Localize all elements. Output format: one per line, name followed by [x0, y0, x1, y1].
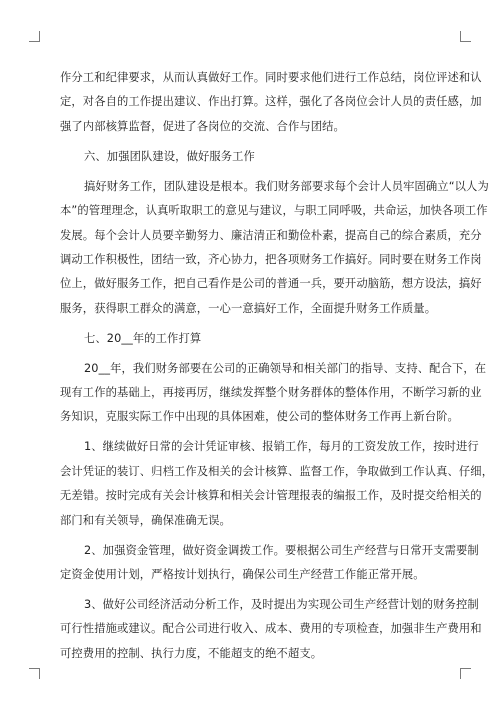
- text-line: 可行性措施或建议。配合公司进行收入、成本、费用的专项检查，加强非生产费用和: [60, 622, 482, 636]
- crop-mark-bottom-left: [29, 668, 40, 679]
- paragraph-plan-intro: [60, 357, 487, 430]
- section-heading-7: 七、20__年的工作打算: [84, 331, 202, 345]
- paragraph-team-building: [60, 175, 489, 321]
- text-line: 调动工作积极性，团结一致，齐心协力，把各项财务工作搞好。同时要在财务工作岗: [60, 252, 482, 266]
- text-line: 搞好财务工作，团队建设是根本。我们财务部要求每个会计人员牢固确立“以人为: [84, 179, 489, 193]
- text-line: 20__年，我们财务部要在公司的正确领导和相关部门的指导、支持、配合下，在: [84, 361, 487, 375]
- text-line: 发展。每个会计人员要辛勤努力、廉洁清正和勤俭朴素，提高自己的综合素质，充分: [60, 228, 482, 242]
- paragraph-continuation: [60, 66, 482, 139]
- crop-mark-bottom-right: [460, 668, 471, 679]
- text-line: 作分工和纪律要求，从而认真做好工作。同时要求他们进行工作总结，岗位评述和认: [60, 71, 482, 84]
- text-line: 部门和有关领导，确保准确无误。: [60, 513, 231, 527]
- text-line: 位上，做好服务工作，把自己看作是公司的普通一兵，要开动脑筋，想方设法，搞好: [60, 277, 482, 291]
- paragraph-item-3: [60, 593, 482, 666]
- text-line: 无差错。按时完成有关会计核算和相关会计管理报表的编报工作，及时提交给相关的: [60, 489, 482, 503]
- paragraph-item-2: [60, 539, 479, 588]
- text-line: 现有工作的基础上，再接再厉，继续发挥整个财务群体的整体作用，不断学习新的业: [60, 386, 482, 400]
- text-line: 会计凭证的装订、归档工作及相关的会计核算、监督工作，争取做到工作认真、仔细，: [60, 464, 494, 478]
- text-line: 服务，获得职工群众的满意，一心一意搞好工作，全面提升财务工作质量。: [60, 301, 437, 315]
- text-line: 3、做好公司经济活动分析工作，及时提出为实现公司生产经营计划的财务控制: [84, 597, 479, 611]
- text-line: 本”的管理理念，认真听取职工的意见与建议，与职工同呼吸，共命运，加快各项工作: [60, 204, 488, 218]
- document-body: [60, 66, 494, 672]
- text-line: 2、加强资金管理，做好资金调拨工作。要根据公司生产经营与日常开支需要制: [84, 543, 479, 557]
- text-line: 定资金使用计划，严格按计划执行，确保公司生产经营工作能正常开展。: [60, 567, 425, 581]
- text-line: 可控费用的控制、执行力度，不能超支的绝不超支。: [60, 646, 323, 660]
- section-heading-6: 六、加强团队建设，做好服务工作: [84, 149, 255, 163]
- text-line: 1、继续做好日常的会计凭证审核、报销工作，每月的工资发放工作，按时进行: [84, 440, 479, 454]
- text-line: 务知识，克服实际工作中出现的具体困难，使公司的整体财务工作再上新台阶。: [60, 410, 459, 424]
- text-line: 定，对各自的工作提出建议、作出打算。这样，强化了各岗位会计人员的责任感，加: [60, 95, 482, 109]
- crop-mark-top-right: [460, 31, 471, 42]
- text-line: 强了内部核算监督，促进了各岗位的交流、合作与团结。: [60, 119, 345, 133]
- crop-mark-top-left: [29, 31, 40, 42]
- paragraph-item-1: [60, 435, 494, 533]
